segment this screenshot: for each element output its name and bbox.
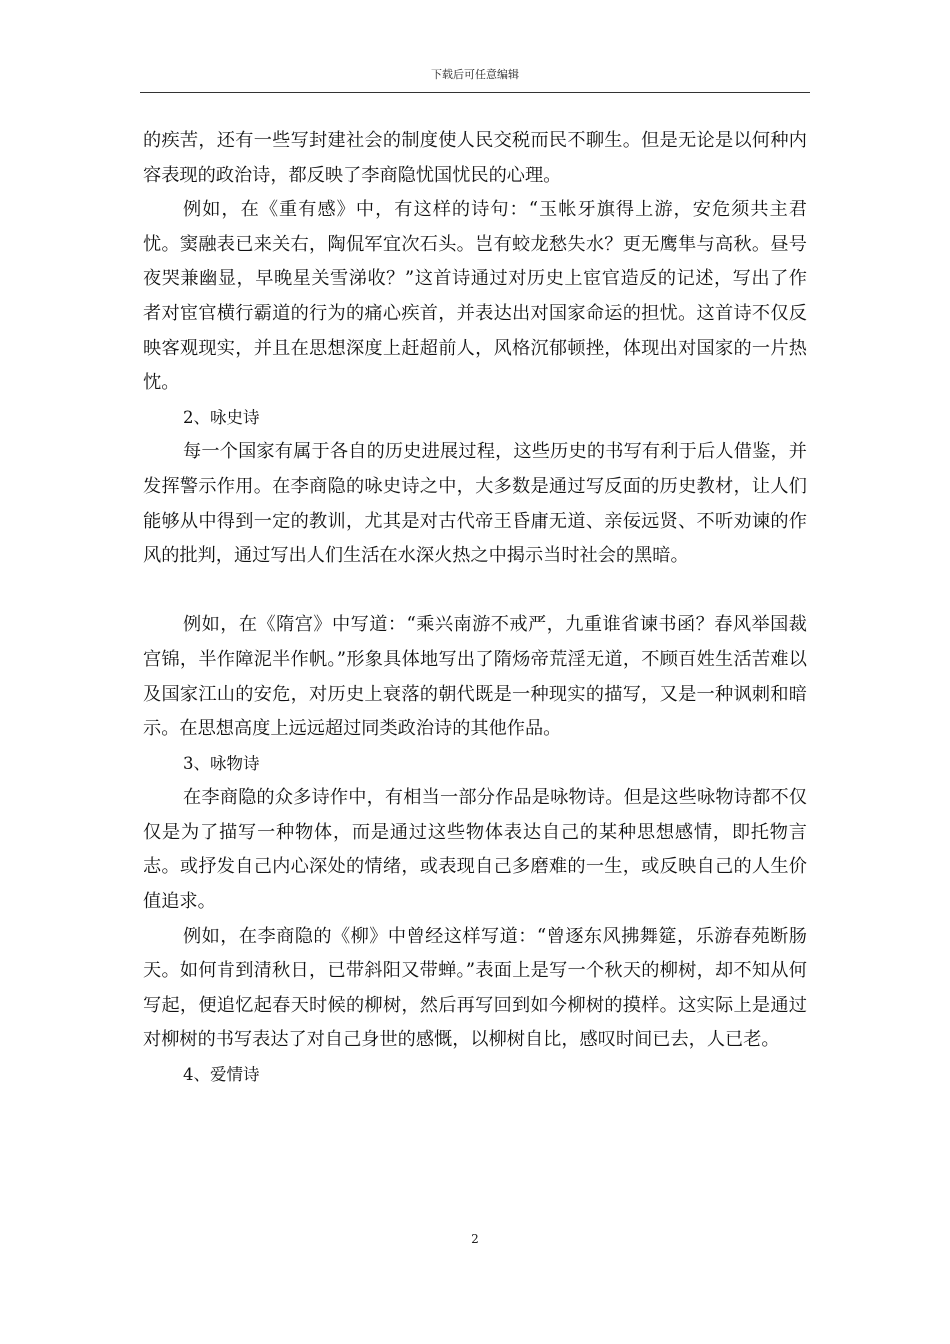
- paragraph: 例如，在《隋宫》中写道：“乘兴南游不戒严，九重谁省谏书函？春风举国裁宫锦，半作障泥半作帆。”形象具体地写出了隋炀帝荒淫无道，不顾百姓生活苦难以及国家江山的安危，对历史上衰落的朝代既是一种现实的描写，又是一种讽刺和暗示。在思想高度上远远超过同类政治诗的其他作品。: [143, 614, 807, 740]
- paragraph: 例如，在李商隐的《柳》中曾经这样写道：“曾逐东风拂舞筵，乐游春苑断肠天。如何肯到清秋日，已带斜阳又带蝉。”表面上是写一个秋天的柳树，却不知从何写起，便追忆起春天时候的柳树，然后再写回到如今柳树的摸样。这实际上是通过对柳树的书写表达了对自己身世的感慨，以柳树自比，感叹时间已去，人已老。: [143, 925, 807, 1051]
- section-heading: 4、爱情诗: [183, 1065, 260, 1085]
- page-number: 2: [471, 1232, 479, 1246]
- paragraph: 的疾苦，还有一些写封建社会的制度使人民交税而民不聊生。但是无论是以何种内容表现的政治诗，都反映了李商隐忧国忧民的心理。: [143, 130, 807, 186]
- paragraph: 每一个国家有属于各自的历史进展过程，这些历史的书写有利于后人借鉴，并发挥警示作用。在李商隐的咏史诗之中，大多数是通过写反面的历史教材，让人们能够从中得到一定的教训，尤其是对古代帝王昏庸无道、亲佞远贤、不听劝谏的作风的批判，通过写出人们生活在水深火热之中揭示当时社会的黑暗。: [143, 441, 807, 567]
- paragraph: 在李商隐的众多诗作中，有相当一部分作品是咏物诗。但是这些咏物诗都不仅仅是为了描写一种物体，而是通过这些物体表达自己的某种思想感情，即托物言志。或抒发自己内心深处的情绪，或表现自己多磨难的一生，或反映自己的人生价值追求。: [143, 787, 807, 913]
- paragraph: 例如，在《重有感》中，有这样的诗句：“玉帐牙旗得上游，安危须共主君忧。窦融表已来关右，陶侃军宜次石头。岂有蛟龙愁失水？更无鹰隼与高秋。昼号夜哭兼幽显，早晚星关雪涕收？”这首诗通过对历史上宦官造反的记述，写出了作者对宦官横行霸道的行为的痛心疾首，并表达出对国家命运的担忧。这首诗不仅反映客观现实，并且在思想深度上赶超前人，风格沉郁顿挫，体现出对国家的一片热忱。: [143, 199, 807, 394]
- document-body: [143, 124, 807, 1093]
- header-divider: [140, 92, 810, 93]
- section-heading: 2、咏史诗: [183, 407, 260, 427]
- page-header: 下载后可任意编辑: [431, 68, 519, 81]
- blank-line: [143, 574, 807, 609]
- section-heading: 3、咏物诗: [183, 753, 260, 773]
